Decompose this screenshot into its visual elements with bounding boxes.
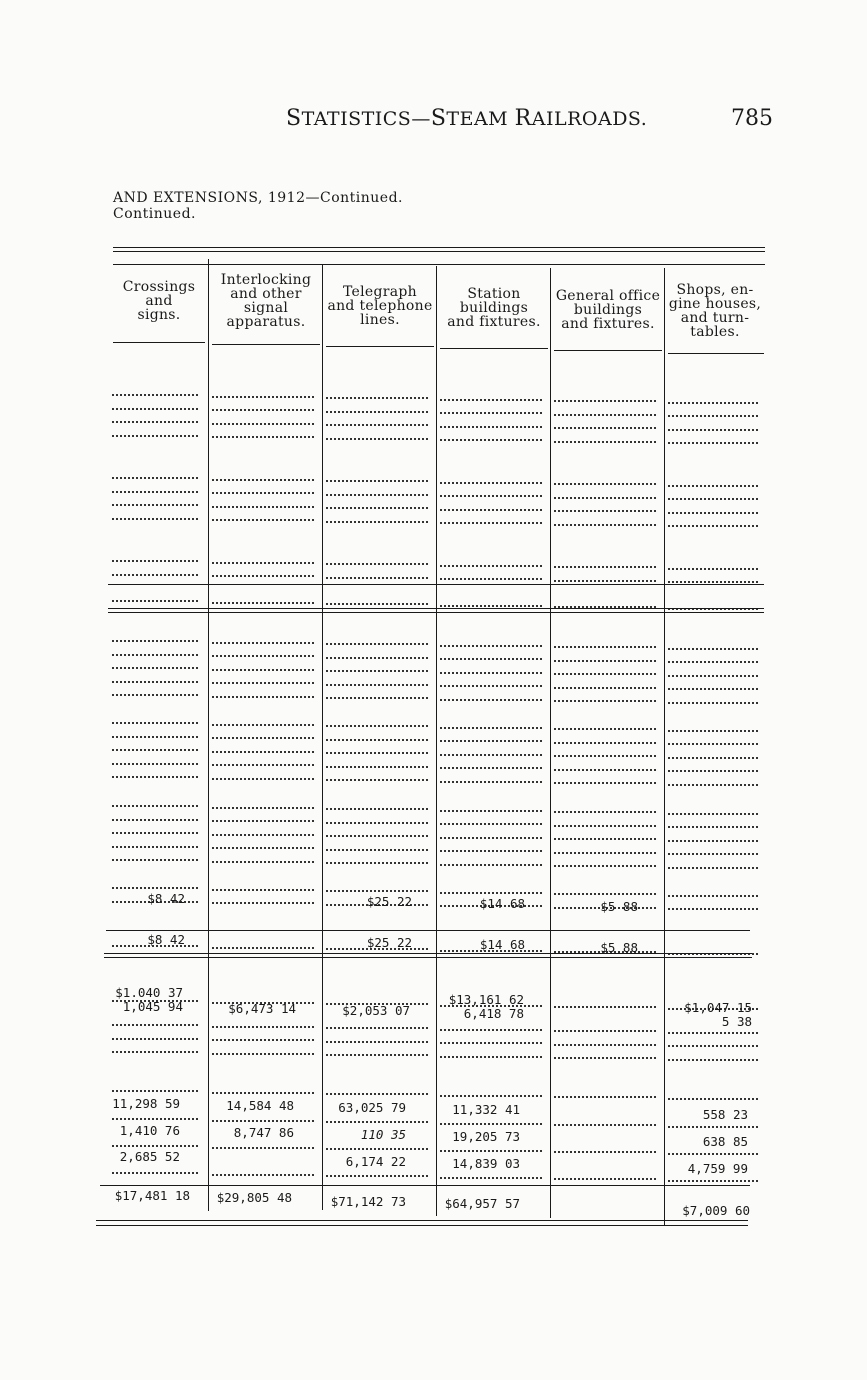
dot-leader xyxy=(326,890,428,892)
dot-leader xyxy=(554,769,656,771)
dot-leader xyxy=(212,396,314,398)
dot-leader xyxy=(326,480,428,482)
dot-leader xyxy=(326,507,428,509)
dot-leader xyxy=(326,563,428,565)
dot-leader xyxy=(440,522,542,524)
subtotal-cell: $5 88 xyxy=(600,940,638,955)
dot-leader xyxy=(112,763,198,765)
dot-leader xyxy=(440,1123,542,1125)
table-bottom-rule xyxy=(96,1220,748,1221)
dot-leader xyxy=(440,754,542,756)
dot-leader xyxy=(112,394,198,396)
dot-leader xyxy=(440,565,542,567)
dot-leader xyxy=(112,819,198,821)
dot-leader xyxy=(554,1030,656,1032)
column-header-station: Station buildings and fixtures. xyxy=(447,286,541,330)
dot-leader xyxy=(440,727,542,729)
dot-leader xyxy=(668,1032,758,1034)
dot-leader xyxy=(440,439,542,441)
dot-leader xyxy=(326,1093,428,1095)
dot-leader xyxy=(440,1056,542,1058)
column-divider xyxy=(550,268,551,1218)
table-cell: 110 35 xyxy=(360,1127,406,1142)
table-cell: 1,045 94 xyxy=(122,999,183,1014)
table-cell: 14,584 48 xyxy=(226,1098,294,1113)
dot-leader xyxy=(668,442,758,444)
dot-leader xyxy=(668,675,758,677)
dot-leader xyxy=(326,808,428,810)
table-cell: $2,053 07 xyxy=(342,1003,410,1018)
dot-leader xyxy=(554,782,656,784)
dot-leader xyxy=(668,402,758,404)
column-divider xyxy=(436,266,437,1216)
dot-leader xyxy=(212,655,314,657)
dot-leader xyxy=(112,681,198,683)
table-cell: 558 23 xyxy=(702,1107,748,1122)
dot-leader xyxy=(440,426,542,428)
dot-leader xyxy=(112,1090,198,1092)
dot-leader xyxy=(554,646,656,648)
dot-leader xyxy=(112,640,198,642)
dot-leader xyxy=(440,658,542,660)
running-title: STATISTICS—STEAM RAILROADS. xyxy=(286,106,648,131)
dot-leader xyxy=(668,498,758,500)
subtotal-cell: $25 22 xyxy=(366,935,412,950)
dot-leader xyxy=(554,414,656,416)
table-cell: $1.040 37 xyxy=(115,985,183,1000)
table-cell: 63,025 79 xyxy=(338,1100,406,1115)
dot-leader xyxy=(554,1006,656,1008)
dot-leader xyxy=(440,482,542,484)
header-underline xyxy=(440,348,548,349)
header-underline xyxy=(326,346,434,347)
dot-leader xyxy=(668,770,758,772)
section-rule xyxy=(108,612,764,613)
dot-leader xyxy=(668,730,758,732)
dot-leader xyxy=(440,767,542,769)
dot-leader xyxy=(554,1124,656,1126)
dot-leader xyxy=(212,902,314,904)
dot-leader xyxy=(212,696,314,698)
dot-leader xyxy=(112,600,198,602)
page-number: 785 xyxy=(731,106,773,131)
dot-leader xyxy=(554,1057,656,1059)
subtotal-cell: $14 68 xyxy=(479,937,525,952)
dot-leader xyxy=(212,889,314,891)
table-bottom-rule-2 xyxy=(96,1225,748,1226)
dot-leader xyxy=(112,749,198,751)
dot-leader xyxy=(440,850,542,852)
dot-leader xyxy=(440,864,542,866)
dot-leader xyxy=(326,725,428,727)
dot-leader xyxy=(212,1026,314,1028)
dot-leader xyxy=(440,699,542,701)
dot-leader xyxy=(554,755,656,757)
dot-leader xyxy=(326,766,428,768)
dot-leader xyxy=(440,412,542,414)
dot-leader xyxy=(668,1045,758,1047)
dot-leader xyxy=(326,521,428,523)
dot-leader xyxy=(554,811,656,813)
dot-leader xyxy=(440,1177,542,1179)
dot-leader xyxy=(554,566,656,568)
dot-leader xyxy=(668,853,758,855)
total-cell: $29,805 48 xyxy=(216,1190,292,1205)
dot-leader xyxy=(554,728,656,730)
dot-leader xyxy=(668,1153,758,1155)
dot-leader xyxy=(212,764,314,766)
dot-leader xyxy=(554,742,656,744)
dot-leader xyxy=(668,1126,758,1128)
dot-leader xyxy=(112,504,198,506)
dot-leader xyxy=(668,661,758,663)
dot-leader xyxy=(112,722,198,724)
dot-leader xyxy=(112,846,198,848)
dot-leader xyxy=(112,1118,198,1120)
dot-leader xyxy=(212,519,314,521)
dot-leader xyxy=(326,1054,428,1056)
dot-leader xyxy=(554,660,656,662)
dot-leader xyxy=(326,697,428,699)
dot-leader xyxy=(326,862,428,864)
total-cell: $17,481 18 xyxy=(114,1188,190,1203)
dot-leader xyxy=(554,400,656,402)
dot-leader xyxy=(326,577,428,579)
dot-leader xyxy=(212,847,314,849)
header-underline xyxy=(212,344,320,345)
dot-leader xyxy=(112,435,198,437)
dot-leader xyxy=(668,895,758,897)
table-cell: 5 38 xyxy=(721,1014,752,1029)
total-cell: $7,009 60 xyxy=(682,1203,750,1218)
dot-leader xyxy=(112,654,198,656)
dot-leader xyxy=(212,1120,314,1122)
dot-leader xyxy=(440,823,542,825)
table-cell: 6,174 22 xyxy=(345,1154,406,1169)
dot-leader xyxy=(554,1178,656,1180)
dot-leader xyxy=(668,813,758,815)
table-cell: 6,418 78 xyxy=(463,1006,524,1021)
dot-leader xyxy=(212,1147,314,1149)
column-header-shops: Shops, en- gine houses, and turn- tables. xyxy=(668,282,762,340)
dot-leader xyxy=(440,837,542,839)
dot-leader xyxy=(212,409,314,411)
dot-leader xyxy=(440,672,542,674)
table-cell: $14 68 xyxy=(479,896,525,911)
dot-leader xyxy=(668,415,758,417)
dot-leader xyxy=(212,778,314,780)
subtotal-rule xyxy=(106,930,750,931)
dot-leader xyxy=(326,494,428,496)
dot-leader xyxy=(554,580,656,582)
dot-leader xyxy=(326,835,428,837)
column-header-interlocking: Interlocking and other signal apparatus. xyxy=(220,272,312,330)
dot-leader xyxy=(668,743,758,745)
dot-leader xyxy=(668,485,758,487)
dot-leader xyxy=(440,645,542,647)
header-underline xyxy=(668,353,764,354)
section-rule xyxy=(104,953,752,954)
table-cell: $6,473 14 xyxy=(228,1001,296,1016)
column-header-telegraph: Telegraph and telephone lines. xyxy=(327,284,433,328)
dot-leader xyxy=(326,1148,428,1150)
dot-leader xyxy=(112,667,198,669)
dot-leader xyxy=(112,805,198,807)
section-rule xyxy=(104,957,752,958)
dot-leader xyxy=(326,1041,428,1043)
dot-leader xyxy=(326,670,428,672)
dot-leader xyxy=(212,1092,314,1094)
total-cell: $71,142 73 xyxy=(330,1194,406,1209)
table-cell: 8,747 86 xyxy=(233,1125,294,1140)
dot-leader xyxy=(554,838,656,840)
column-divider xyxy=(208,259,209,1211)
dot-leader xyxy=(212,947,314,949)
dot-leader xyxy=(112,859,198,861)
table-header-rule xyxy=(113,264,765,265)
table-continuation-subtitle: Continued. xyxy=(113,206,196,222)
dot-leader xyxy=(326,397,428,399)
dot-leader xyxy=(112,1024,198,1026)
dot-leader xyxy=(668,429,758,431)
dot-leader xyxy=(668,784,758,786)
section-rule xyxy=(108,608,764,609)
column-header-general-office: General office buildings and fixtures. xyxy=(555,288,661,332)
dot-leader xyxy=(326,438,428,440)
dot-leader xyxy=(668,568,758,570)
dot-leader xyxy=(554,865,656,867)
table-top-rule-2 xyxy=(113,251,765,252)
table-cell: $25 22 xyxy=(366,894,412,909)
table-cell: $1,047 15 xyxy=(684,1000,752,1015)
dot-leader xyxy=(112,1051,198,1053)
section-rule xyxy=(108,584,764,585)
dot-leader xyxy=(668,757,758,759)
dot-leader xyxy=(112,574,198,576)
dot-leader xyxy=(212,861,314,863)
table-continuation-title: AND EXTENSIONS, 1912—Continued. xyxy=(113,190,403,206)
table-cell: 4,759 99 xyxy=(687,1161,748,1176)
dot-leader xyxy=(112,887,198,889)
dot-leader xyxy=(212,562,314,564)
dot-leader xyxy=(668,512,758,514)
dot-leader xyxy=(554,825,656,827)
dot-leader xyxy=(554,1096,656,1098)
dot-leader xyxy=(326,739,428,741)
dot-leader xyxy=(112,832,198,834)
dot-leader xyxy=(554,483,656,485)
dot-leader xyxy=(212,1174,314,1176)
table-top-rule xyxy=(113,247,765,248)
dot-leader xyxy=(326,849,428,851)
dot-leader xyxy=(212,751,314,753)
dot-leader xyxy=(212,669,314,671)
dot-leader xyxy=(554,687,656,689)
dot-leader xyxy=(440,1150,542,1152)
column-header-crossings: Crossings and signs. xyxy=(122,279,196,323)
dot-leader xyxy=(440,740,542,742)
dot-leader xyxy=(112,491,198,493)
table-cell: 11,332 41 xyxy=(452,1102,520,1117)
subtotal-cell: $8 42 xyxy=(147,932,185,947)
dot-leader xyxy=(554,524,656,526)
dot-leader xyxy=(112,1038,198,1040)
dot-leader xyxy=(554,427,656,429)
dot-leader xyxy=(212,807,314,809)
dot-leader xyxy=(440,781,542,783)
dot-leader xyxy=(112,1145,198,1147)
dot-leader xyxy=(326,424,428,426)
dot-leader xyxy=(112,560,198,562)
dot-leader xyxy=(112,518,198,520)
dot-leader xyxy=(326,752,428,754)
dot-leader xyxy=(440,495,542,497)
dot-leader xyxy=(668,1059,758,1061)
dot-leader xyxy=(440,509,542,511)
dot-leader xyxy=(668,1180,758,1182)
table-cell: 2,685 52 xyxy=(119,1149,180,1164)
dot-leader xyxy=(440,1029,542,1031)
dot-leader xyxy=(212,436,314,438)
dot-leader xyxy=(554,700,656,702)
dot-leader xyxy=(554,852,656,854)
dot-leader xyxy=(212,492,314,494)
dot-leader xyxy=(440,605,542,607)
dot-leader xyxy=(440,892,542,894)
table-cell: $13,161 62 xyxy=(448,992,524,1007)
dot-leader xyxy=(440,685,542,687)
dot-leader xyxy=(212,1053,314,1055)
dot-leader xyxy=(212,820,314,822)
dot-leader xyxy=(554,510,656,512)
dot-leader xyxy=(440,578,542,580)
dot-leader xyxy=(554,1151,656,1153)
dot-leader xyxy=(554,441,656,443)
dot-leader xyxy=(112,408,198,410)
dot-leader xyxy=(212,506,314,508)
dot-leader xyxy=(554,497,656,499)
dot-leader xyxy=(212,682,314,684)
total-cell: $64,957 57 xyxy=(444,1196,520,1211)
dot-leader xyxy=(668,867,758,869)
dot-leader xyxy=(326,684,428,686)
dot-leader xyxy=(668,840,758,842)
dot-leader xyxy=(212,642,314,644)
dot-leader xyxy=(212,575,314,577)
dot-leader xyxy=(668,702,758,704)
dot-leader xyxy=(668,581,758,583)
dot-leader xyxy=(112,694,198,696)
column-divider xyxy=(322,264,323,1210)
total-rule xyxy=(100,1185,750,1186)
dot-leader xyxy=(554,673,656,675)
dot-leader xyxy=(668,648,758,650)
dot-leader xyxy=(326,1175,428,1177)
dot-leader xyxy=(212,602,314,604)
dot-leader xyxy=(212,834,314,836)
dot-leader xyxy=(112,1172,198,1174)
table-cell: 11,298 59 xyxy=(112,1096,180,1111)
dot-leader xyxy=(668,826,758,828)
dot-leader xyxy=(668,525,758,527)
dot-leader xyxy=(668,1098,758,1100)
dot-leader xyxy=(326,822,428,824)
dot-leader xyxy=(554,893,656,895)
dot-leader xyxy=(440,1042,542,1044)
dot-leader xyxy=(212,479,314,481)
dot-leader xyxy=(554,1044,656,1046)
dot-leader xyxy=(668,908,758,910)
dot-leader xyxy=(326,657,428,659)
dot-leader xyxy=(112,477,198,479)
dot-leader xyxy=(112,421,198,423)
dot-leader xyxy=(212,724,314,726)
dot-leader xyxy=(212,737,314,739)
table-cell: 19,205 73 xyxy=(452,1129,520,1144)
dot-leader xyxy=(440,399,542,401)
dot-leader xyxy=(212,423,314,425)
dot-leader xyxy=(326,779,428,781)
dot-leader xyxy=(668,688,758,690)
header-underline xyxy=(554,350,662,351)
dot-leader xyxy=(326,1027,428,1029)
column-divider xyxy=(664,268,665,1226)
header-underline xyxy=(113,342,205,343)
dot-leader xyxy=(326,603,428,605)
dot-leader xyxy=(326,643,428,645)
dot-leader xyxy=(440,1095,542,1097)
table-cell: 1,410 76 xyxy=(119,1123,180,1138)
dot-leader xyxy=(112,776,198,778)
dot-leader xyxy=(326,1121,428,1123)
dot-leader xyxy=(112,736,198,738)
dot-leader xyxy=(440,810,542,812)
table-cell: 638 85 xyxy=(702,1134,748,1149)
table-cell: $5 88 xyxy=(600,899,638,914)
dot-leader xyxy=(326,411,428,413)
dot-leader xyxy=(212,1039,314,1041)
table-cell: 14,839 03 xyxy=(452,1156,520,1171)
table-cell: $8 42 xyxy=(147,891,185,906)
